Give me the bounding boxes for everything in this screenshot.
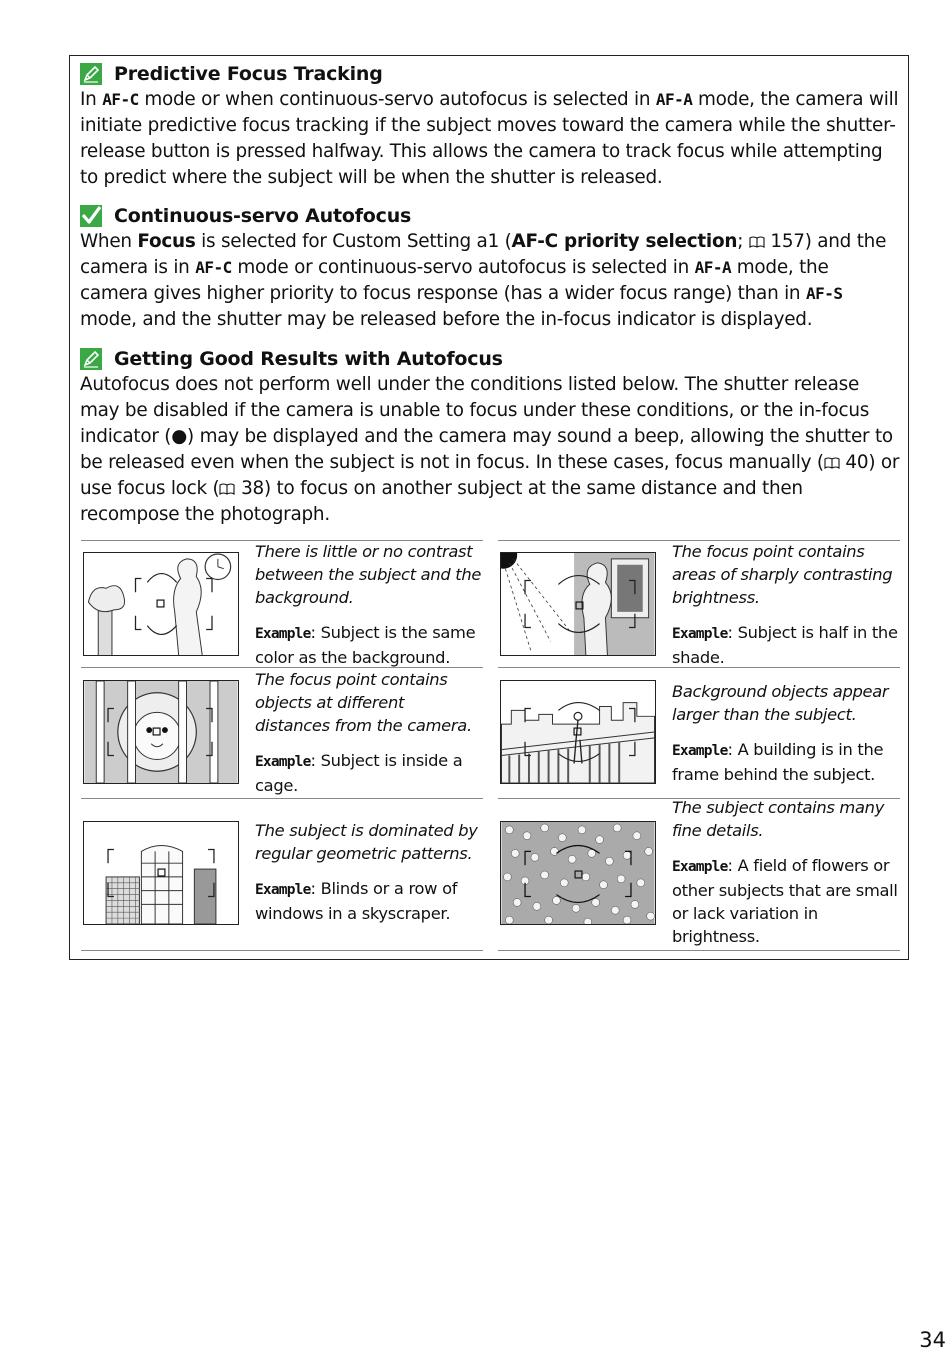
section-header [80, 346, 902, 372]
condition-cell [498, 799, 900, 951]
condition-cell [81, 799, 483, 951]
section-predictive-focus-tracking [80, 61, 902, 191]
section-continuous-servo-autofocus [80, 203, 902, 333]
condition-example: Example: Subject is half in the shade. [672, 623, 898, 667]
person-before-buildings-illustration [500, 680, 656, 784]
condition-description: The subject is dominated by regular geometric patterns. [255, 821, 478, 863]
flower-field-illustration [500, 821, 656, 925]
section-body: When Focus is selected for Custom Setting a1 (AF-C priority selection; 157) and the camera is in AF-C mode or continuous-servo autofocus is selected in AF-A mode, the camera gives higher priority to focus response (has a wider focus range) than in AF-S mode, and the shutter may be released before the in-focus indicator is displayed. [80, 231, 887, 330]
condition-example: Example: Blinds or a row of windows in a skyscraper. [255, 879, 458, 923]
section-header [80, 61, 902, 87]
condition-example: Example: A field of flowers or other subjects that are small or lack variation in brightness. [672, 856, 898, 946]
condition-cell [498, 668, 900, 799]
section-title: Continuous-servo Autofocus [114, 205, 412, 227]
book-reference-icon [749, 236, 765, 248]
condition-cell [81, 540, 483, 668]
condition-description: Background objects appear larger than the subject. [672, 682, 889, 724]
section-good-results-autofocus [80, 346, 902, 528]
woman-in-shade-illustration [500, 552, 656, 656]
section-body: Autofocus does not perform well under the conditions listed below. The shutter release may be disabled if the camera is unable to focus under these conditions, or the in-focus indicator (●) may be displayed and the camera may sound a beep, allowing the shutter to be released even when the subject is not in focus. In these cases, focus manually ( 40) or use focus lock ( 38) to focus on another subject at the same distance and then recompose the photograph. [80, 374, 900, 525]
pencil-note-icon [80, 63, 102, 85]
pencil-note-icon [80, 348, 102, 370]
woman-low-contrast-illustration [83, 552, 239, 656]
condition-example: Example: A building is in the frame behind the subject. [672, 740, 884, 784]
section-header [80, 203, 902, 229]
section-title: Predictive Focus Tracking [114, 63, 383, 85]
book-reference-icon [219, 483, 235, 495]
condition-description: The focus point contains objects at different distances from the camera. [255, 670, 472, 735]
lion-in-cage-illustration [83, 680, 239, 784]
checkmark-icon [80, 205, 102, 227]
condition-cell [498, 540, 900, 668]
condition-example: Example: Subject is inside a cage. [255, 751, 463, 795]
condition-example: Example: Subject is the same color as the background. [255, 623, 476, 667]
skyscraper-windows-illustration [83, 821, 239, 925]
section-body: In AF-C mode or when continuous-servo autofocus is selected in AF-A mode, the camera will initiate predictive focus tracking if the subject moves toward the camera while the shutter-release button is pressed halfway. This allows the camera to track focus while attempting to predict where the subject will be when the shutter is released. [80, 89, 899, 188]
condition-description: The subject contains many fine details. [672, 798, 885, 840]
condition-description: There is little or no contrast between the subject and the background. [255, 542, 482, 607]
section-title: Getting Good Results with Autofocus [114, 348, 503, 370]
page-number: 34 [919, 1328, 946, 1352]
book-reference-icon [824, 457, 840, 469]
condition-cell [81, 668, 483, 799]
condition-description: The focus point contains areas of sharply contrasting brightness. [672, 542, 893, 607]
